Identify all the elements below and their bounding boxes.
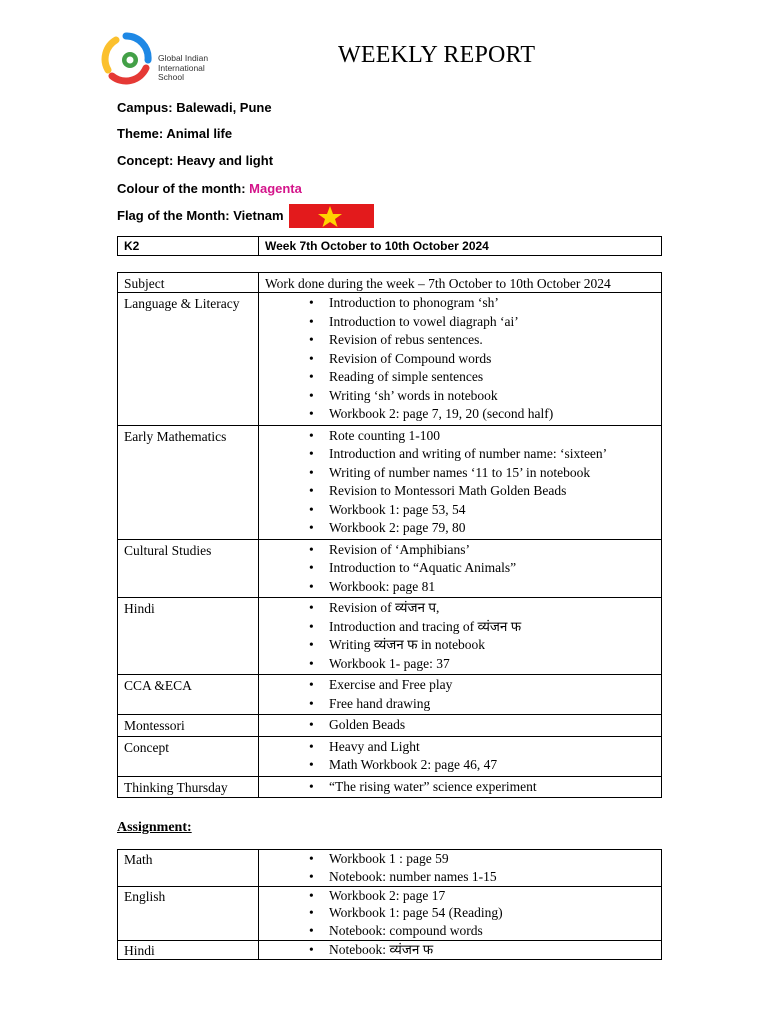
list-item: • Workbook 2: page 7, 19, 20 (second half) (329, 405, 655, 424)
table-row (118, 850, 662, 887)
list-item: • Workbook 2: page 17 (329, 887, 655, 905)
list-item: • Introduction to vowel diagraph ‘ai’ (329, 313, 655, 332)
list-item: • Workbook 2: page 79, 80 (329, 519, 655, 538)
bullet-list (259, 716, 655, 735)
assignment-table (117, 849, 662, 960)
concept-line: Concept: Heavy and light (117, 153, 274, 168)
list-item: • Workbook 1: page 54 (Reading) (329, 904, 655, 922)
bullet-list (259, 778, 655, 797)
list-item: • Revision of Compound words (329, 350, 655, 369)
list-item: • Revision to Montessori Math Golden Beads (329, 482, 655, 501)
list-item: • Notebook: व्यंजन फ (329, 941, 655, 959)
items-cell (259, 886, 662, 940)
list-item: • Introduction and tracing of व्यंजन फ (329, 618, 655, 637)
header-subject: Subject (118, 273, 259, 293)
table-row (118, 715, 662, 737)
bullet-list (259, 676, 655, 713)
table-row (118, 736, 662, 776)
table-row (118, 539, 662, 598)
list-item: • Writing of number names ‘11 to 15’ in notebook (329, 464, 655, 483)
subject-cell: Language & Literacy (118, 293, 259, 426)
list-item: • “The rising water” science experiment (329, 778, 655, 797)
table-row (118, 675, 662, 715)
list-item: • Workbook 1: page 53, 54 (329, 501, 655, 520)
logo-line-3: School (158, 72, 184, 82)
class-week-row (118, 237, 662, 256)
table-row (118, 293, 662, 426)
items-cell (259, 940, 662, 959)
items-cell (259, 539, 662, 598)
subject-cell: Hindi (118, 598, 259, 675)
list-item: • Heavy and Light (329, 738, 655, 757)
logo-line-2: International (158, 62, 205, 73)
list-item: • Introduction to phonogram ‘sh’ (329, 294, 655, 313)
list-item: • Introduction to “Aquatic Animals” (329, 559, 655, 578)
subject-cell: Early Mathematics (118, 425, 259, 539)
flag-line: Flag of the Month: Vietnam (117, 208, 284, 223)
items-cell (259, 850, 662, 887)
subject-cell: Thinking Thursday (118, 776, 259, 798)
work-done-table (117, 272, 662, 798)
list-item: • Introduction and writing of number name: ‘sixteen’ (329, 445, 655, 464)
items-cell (259, 675, 662, 715)
colour-line (117, 181, 302, 196)
bullet-list (259, 850, 655, 886)
subject-cell: Math (118, 850, 259, 887)
list-item: • Writing व्यंजन फ in notebook (329, 636, 655, 655)
bullet-list (259, 427, 655, 538)
list-item: • Golden Beads (329, 716, 655, 735)
list-item: • Free hand drawing (329, 695, 655, 714)
table-row (118, 425, 662, 539)
list-item: • Workbook: page 81 (329, 578, 655, 597)
colour-value: Magenta (249, 181, 302, 196)
header-work-done: Work done during the week – 7th October to 10th October 2024 (259, 273, 662, 293)
list-item: • Math Workbook 2: page 46, 47 (329, 756, 655, 775)
subject-cell: Hindi (118, 940, 259, 959)
subject-cell: Montessori (118, 715, 259, 737)
table-row (118, 886, 662, 940)
list-item: • Workbook 1- page: 37 (329, 655, 655, 674)
subject-cell: Cultural Studies (118, 539, 259, 598)
list-item: • Rote counting 1-100 (329, 427, 655, 446)
items-cell (259, 598, 662, 675)
items-cell (259, 425, 662, 539)
list-item: • Exercise and Free play (329, 676, 655, 695)
page-title: WEEKLY REPORT (338, 42, 536, 68)
assignment-heading: Assignment: (117, 820, 192, 835)
logo-line-1: Global Indian (158, 53, 209, 63)
bullet-list (259, 941, 655, 959)
bullet-list (259, 887, 655, 940)
bullet-list (259, 738, 655, 775)
list-item: • Revision of ‘Amphibians’ (329, 541, 655, 560)
items-cell (259, 736, 662, 776)
campus-line: Campus: Balewadi, Pune (117, 100, 272, 115)
colour-label: Colour of the month: (117, 181, 250, 196)
items-cell (259, 776, 662, 798)
table-row (118, 598, 662, 675)
table-header-row (118, 273, 662, 293)
star-icon (317, 205, 343, 227)
list-item: • Revision of व्यंजन प, (329, 599, 655, 618)
subject-cell: English (118, 886, 259, 940)
list-item: • Revision of rebus sentences. (329, 331, 655, 350)
list-item: • Notebook: number names 1-15 (329, 868, 655, 886)
items-cell (259, 715, 662, 737)
class-week-table (117, 236, 662, 256)
bullet-list (259, 599, 655, 673)
bullet-list (259, 541, 655, 597)
theme-line: Theme: Animal life (117, 126, 233, 141)
bullet-list (259, 294, 655, 424)
week-cell: Week 7th October to 10th October 2024 (259, 237, 662, 256)
list-item: • Reading of simple sentences (329, 368, 655, 387)
subject-cell: CCA &ECA (118, 675, 259, 715)
subject-cell: Concept (118, 736, 259, 776)
table-row (118, 776, 662, 798)
grade-cell: K2 (118, 237, 259, 256)
list-item: • Notebook: compound words (329, 922, 655, 940)
list-item: • Workbook 1 : page 59 (329, 850, 655, 868)
list-item: • Writing ‘sh’ words in notebook (329, 387, 655, 406)
items-cell (259, 293, 662, 426)
school-logo (100, 30, 220, 88)
table-row (118, 940, 662, 959)
vietnam-flag (289, 204, 374, 228)
